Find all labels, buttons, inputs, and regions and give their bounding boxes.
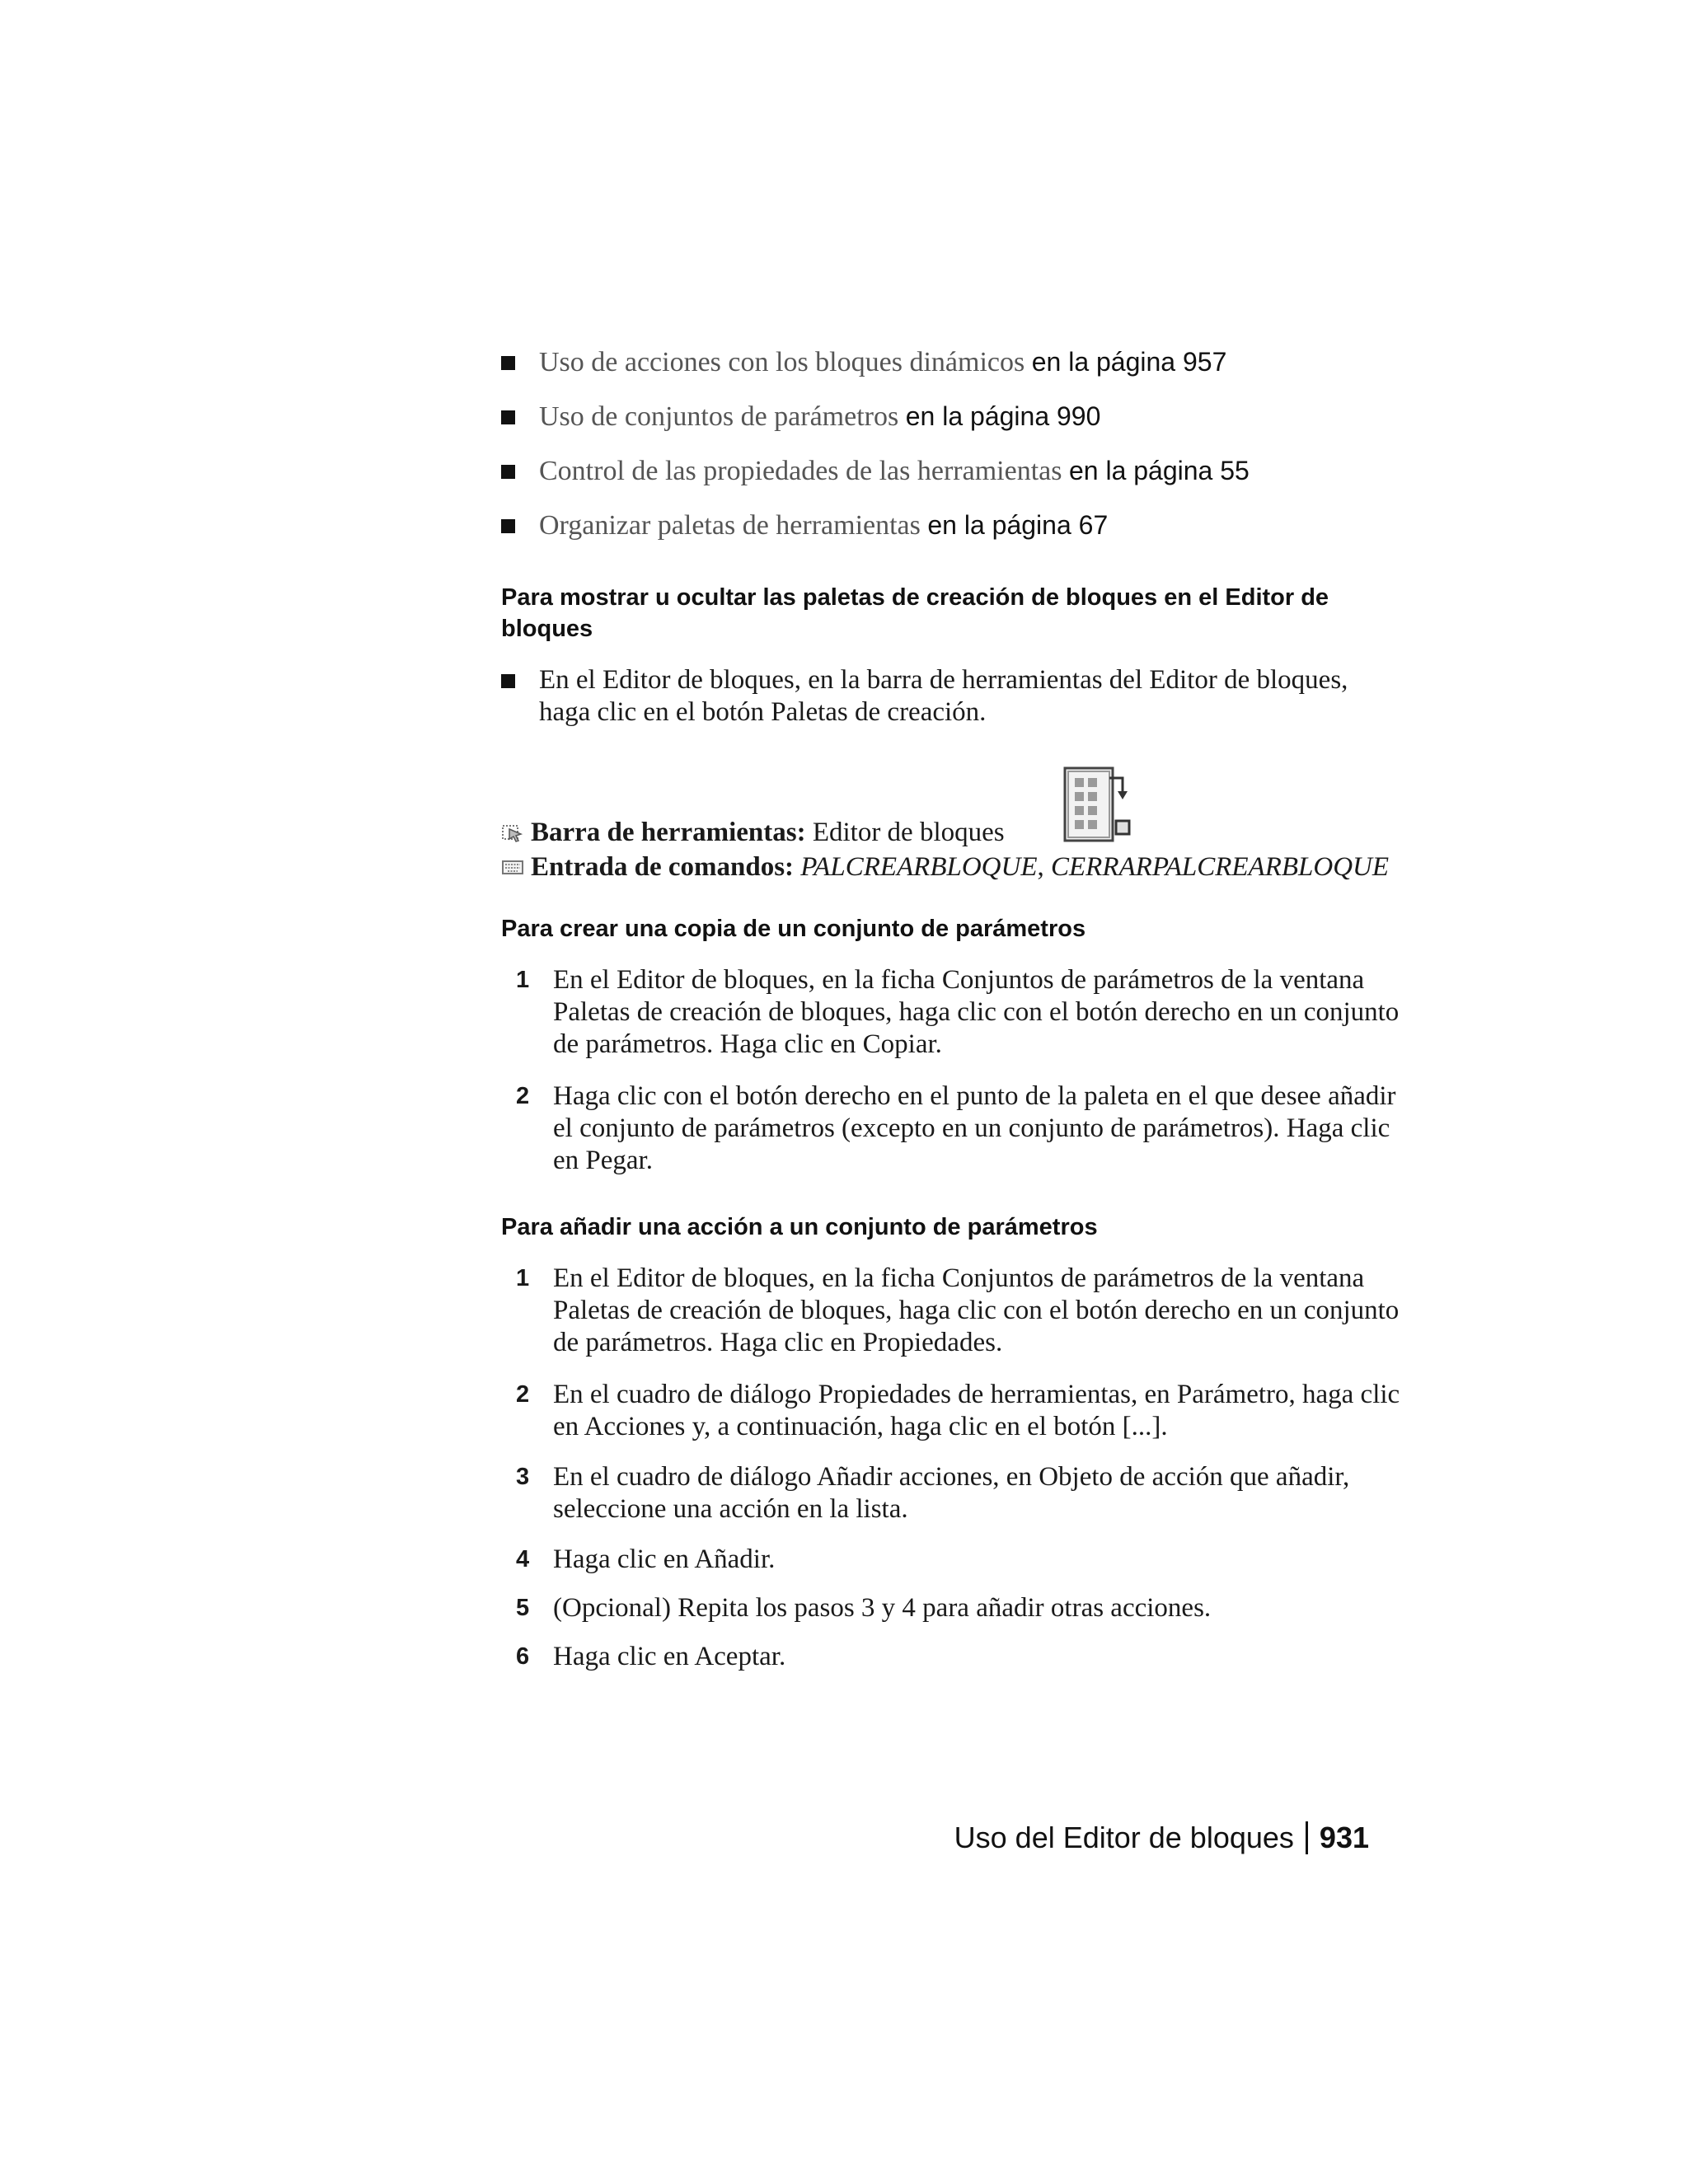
command-name-palcrearbloque: PALCREARBLOQUE [800, 852, 1038, 882]
bullet-icon [501, 410, 515, 424]
step-item [501, 1592, 1408, 1624]
step-number: 5 [516, 1595, 530, 1621]
step-number: 4 [516, 1546, 530, 1572]
link-conjuntos-parametros[interactable]: Uso de conjuntos de parámetros [539, 401, 899, 432]
toolbar-value: Editor de bloques [812, 818, 1005, 847]
step-number: 1 [516, 1265, 530, 1291]
command-separator: , [1037, 852, 1052, 882]
page-reference: en la página 67 [927, 510, 1109, 540]
footer-title: Uso del Editor de bloques [954, 1821, 1294, 1854]
footer-divider [1306, 1821, 1308, 1854]
step-item [501, 1544, 1408, 1576]
step-item [501, 964, 1408, 1061]
list-item [501, 508, 1424, 562]
step-item [501, 1461, 1408, 1526]
command-entry-reference [501, 851, 1408, 883]
page-reference: en la página 957 [1031, 347, 1227, 377]
step-number: 6 [516, 1643, 530, 1670]
toolbar-icon [501, 823, 524, 842]
page-footer [954, 1820, 1369, 1856]
bullet-icon [501, 356, 515, 370]
command-name-cerrarpalcrearbloque: CERRARPALCREARBLOQUE [1051, 852, 1390, 882]
section-heading-show-palettes: Para mostrar u ocultar las paletas de creación de bloques en el Editor de bloques [501, 584, 1329, 642]
command-label: Entrada de comandos: [531, 852, 795, 882]
list-item [501, 344, 1424, 399]
steps-copy-set [501, 964, 1408, 1177]
steps-add-action [501, 1263, 1408, 1673]
step-text: Haga clic con el botón derecho en el punto de la paleta en el que desee añadir el conjunto de parámetros (excepto en un conjunto de parámetros). Haga clic en Pegar. [553, 1081, 1396, 1175]
list-item [501, 399, 1424, 453]
instruction-bullet [501, 664, 1391, 729]
step-number: 3 [516, 1464, 530, 1490]
toolbar-reference [501, 816, 1408, 849]
step-item [501, 1263, 1408, 1359]
step-item [501, 1641, 1408, 1673]
instruction-text: En el Editor de bloques, en la barra de herramientas del Editor de bloques, haga clic en el botón Paletas de creación. [539, 665, 1348, 727]
bullet-icon [501, 674, 515, 688]
section-heading-add-action: Para añadir una acción a un conjunto de parámetros [501, 1214, 1098, 1240]
step-text: (Opcional) Repita los pasos 3 y 4 para añadir otras acciones. [553, 1593, 1212, 1623]
step-item [501, 1080, 1408, 1177]
bullet-icon [501, 465, 515, 479]
related-links-list [501, 344, 1424, 562]
list-item [501, 453, 1424, 508]
link-organizar-paletas[interactable]: Organizar paletas de herramientas [539, 510, 921, 541]
keyboard-icon [501, 857, 524, 877]
step-item [501, 1379, 1408, 1443]
step-text: En el cuadro de diálogo Añadir acciones, en Objeto de acción que añadir, seleccione una acción en la lista. [553, 1462, 1350, 1524]
step-text: En el Editor de bloques, en la ficha Conjuntos de parámetros de la ventana Paletas de creación de bloques, haga clic con el botón derecho en un conjunto de parámetros. Haga clic en Copiar. [553, 965, 1400, 1059]
link-acciones-bloques[interactable]: Uso de acciones con los bloques dinámicos [539, 347, 1025, 377]
step-text: Haga clic en Aceptar. [553, 1642, 786, 1671]
page-reference: en la página 990 [905, 401, 1101, 431]
step-text: En el Editor de bloques, en la ficha Conjuntos de parámetros de la ventana Paletas de creación de bloques, haga clic con el botón derecho en un conjunto de parámetros. Haga clic en Propiedades. [553, 1263, 1400, 1357]
page-reference: en la página 55 [1068, 456, 1250, 485]
step-text: En el cuadro de diálogo Propiedades de herramientas, en Parámetro, haga clic en Acciones y, a continuación, haga clic en el botón [...]. [553, 1380, 1400, 1441]
section-heading-copy-set: Para crear una copia de un conjunto de parámetros [501, 916, 1086, 942]
toolbar-label: Barra de herramientas: [531, 818, 806, 847]
step-text: Haga clic en Añadir. [553, 1544, 776, 1574]
step-number: 1 [516, 967, 530, 993]
page-number: 931 [1319, 1821, 1369, 1854]
step-number: 2 [516, 1381, 530, 1408]
bullet-icon [501, 519, 515, 533]
link-propiedades-herramientas[interactable]: Control de las propiedades de las herramientas [539, 456, 1062, 486]
step-number: 2 [516, 1083, 530, 1109]
